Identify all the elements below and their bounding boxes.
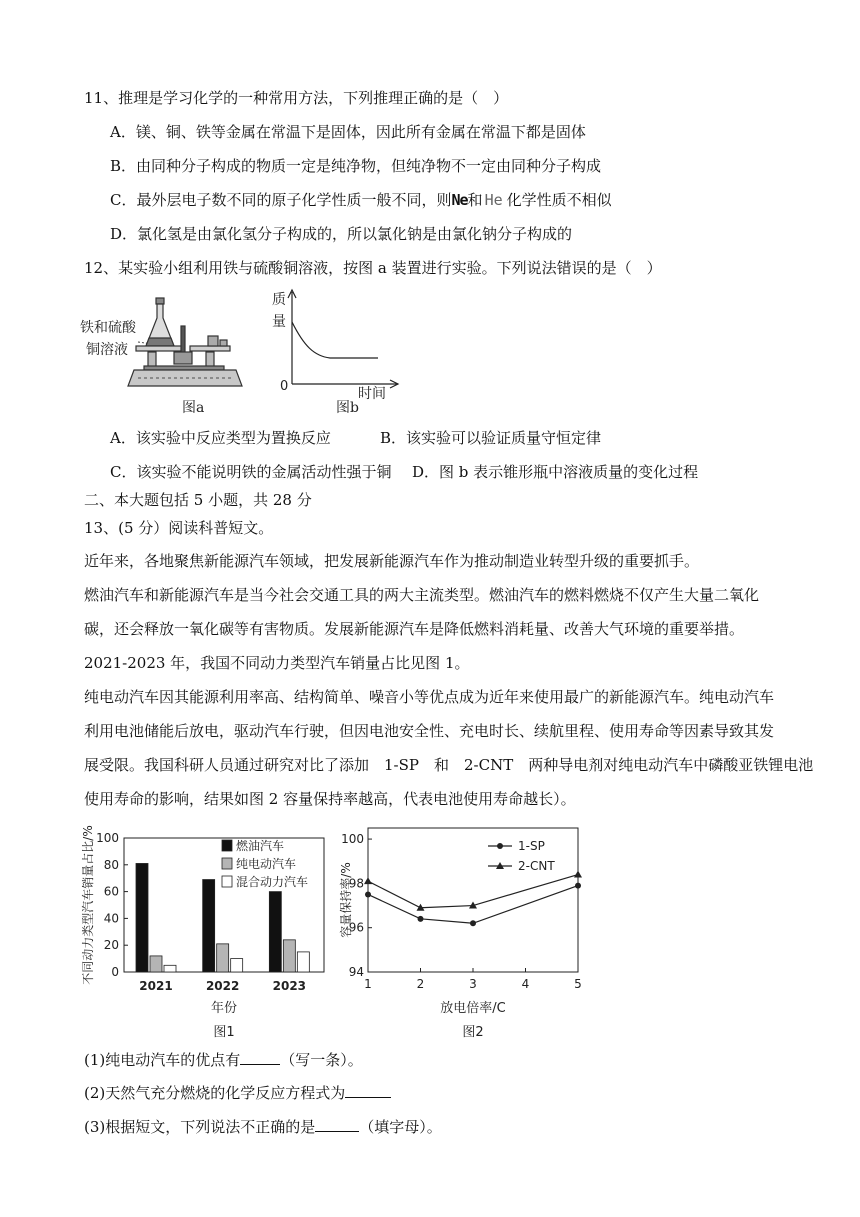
fig-a-label-line2: 铜溶液: [86, 342, 128, 358]
q13-sub-3-answer-blank[interactable]: [315, 1117, 359, 1132]
q13-sub-1-text: (1)纯电动汽车的优点有: [84, 1051, 241, 1069]
q11-option-c-text: C．最外层电子数不同的原子化学性质一般不同，则: [110, 191, 452, 209]
q13-paragraph-4-line-1: 纯电动汽车因其能源利用率高、结构简单、噪音小等优点成为近年来使用最广的新能源汽车。纯电动汽车: [84, 688, 775, 706]
fig1-bar: [217, 944, 229, 972]
fig1-bar: [150, 956, 162, 972]
fig1-y-tick-label: 80: [103, 857, 119, 872]
fig2-legend-marker: [497, 843, 503, 849]
fig2-x-tick-label: 4: [521, 977, 530, 991]
fig2-x-tick-label: 3: [469, 977, 477, 991]
fig-b-caption: 图b: [336, 400, 359, 416]
q13-sub-2-text: (2)天然气充分燃烧的化学反应方程式为: [84, 1084, 346, 1102]
fig2-caption: 图2: [462, 1025, 484, 1040]
fig1-bar: [203, 880, 215, 972]
fig2-point: [574, 871, 582, 878]
q11-option-c-and: 和: [467, 191, 483, 209]
balance-scale: [128, 326, 242, 386]
fig-b-curve: [292, 322, 378, 358]
fig1-bar: [164, 965, 176, 972]
fig1-y-axis-label: 不同动力类型汽车销量占比/%: [81, 825, 95, 985]
q13-sub-1: [84, 1050, 363, 1070]
fig2-point: [575, 883, 581, 889]
q11-stem: 11、推理是学习化学的一种常用方法，下列推理正确的是（ ）: [84, 89, 509, 107]
fig2-x-tick-label: 5: [574, 977, 582, 991]
fig1-y-tick-label: 0: [111, 965, 119, 979]
figure-1-bar-chart: [74, 814, 346, 1044]
q13-sub-1-tail: （写一条）。: [280, 1051, 363, 1069]
fig1-bar: [136, 863, 148, 972]
fig2-legend-label: 1-SP: [518, 839, 545, 853]
fig2-plot-frame: [368, 828, 578, 972]
figure-2-line-chart: [338, 818, 600, 1044]
fig2-x-tick-label: 2: [416, 977, 425, 991]
fig1-legend-swatch: [222, 876, 232, 887]
fig1-x-tick-label: 2022: [205, 979, 240, 993]
fig2-x-tick-label: 1: [364, 977, 372, 991]
fig-b-ylabel-1: 质: [272, 292, 286, 308]
fig1-y-tick-label: 40: [103, 911, 119, 926]
fig2-point: [418, 916, 424, 922]
fig1-bar: [283, 940, 295, 972]
fig1-x-tick-label: 2021: [139, 979, 173, 993]
q13-paragraph-4-line-4: 使用寿命的影响，结果如图 2 容量保持率越高，代表电池使用寿命越长）。: [84, 790, 576, 808]
fig2-y-tick-label: 94: [348, 965, 364, 979]
q13-sub-2: [84, 1083, 391, 1103]
fig-b-xlabel: 时间: [358, 386, 386, 402]
q13-sub-3: [84, 1117, 442, 1137]
fig2-y-axis-label: 容量保持率/%: [339, 862, 353, 938]
conical-flask: [146, 298, 174, 346]
fig1-y-tick-label: 20: [103, 938, 119, 953]
fig2-y-tick-label: 96: [348, 920, 364, 935]
fig1-y-tick-label: 60: [103, 884, 119, 899]
fig2-point: [364, 877, 372, 884]
q13-paragraph-3: 2021-2023 年，我国不同动力类型汽车销量占比见图 1。: [84, 654, 470, 672]
q13-paragraph-4-line-2: 利用电池储能后放电，驱动汽车行驶，但因电池安全性、充电时长、续航里程、使用寿命等因素导致其发: [84, 722, 775, 740]
figure-a-balance-diagram: [78, 286, 258, 418]
q13-sub-2-answer-blank[interactable]: [345, 1083, 391, 1098]
fig-b-origin: 0: [280, 379, 289, 394]
fig-b-ylabel-2: 量: [272, 314, 286, 330]
fig2-point: [470, 920, 476, 926]
fig2-x-axis-label: 放电倍率/C: [440, 1001, 506, 1016]
fig-a-caption: 图a: [182, 400, 205, 416]
ne-symbol: Ne: [451, 191, 468, 209]
fig1-legend-label: 燃油汽车: [236, 839, 285, 853]
q13-paragraph-4-line-3: 展受限。我国科研人员通过研究对比了添加 1-SP 和 2-CNT 两种导电剂对纯电动汽车中磷酸亚铁锂电池: [84, 756, 814, 774]
q13-stem: 13、(5 分）阅读科普短文。: [84, 519, 274, 537]
fig-a-label-line1: 铁和硫酸: [80, 320, 136, 336]
fig1-bar: [297, 952, 309, 972]
q13-sub-1-answer-blank[interactable]: [240, 1050, 280, 1065]
q11-option-b: B．由同种分子构成的物质一定是纯净物，但纯净物不一定由同种分子构成: [110, 157, 602, 175]
q12-option-c: C．该实验不能说明铁的金属活动性强于铜: [110, 463, 392, 481]
fig1-x-axis-label: 年份: [210, 1001, 238, 1016]
fig2-y-tick-label: 100: [341, 832, 364, 847]
q13-paragraph-2-line-1: 燃油汽车和新能源汽车是当今社会交通工具的两大主流类型。燃油汽车的燃料燃烧不仅产生大量二氧化: [84, 586, 760, 604]
q13-sub-3-tail: （填字母）。: [359, 1118, 442, 1136]
fig2-legend-label: 2-CNT: [518, 859, 555, 873]
fig2-y-tick-label: 98: [348, 876, 364, 891]
fig1-x-tick-label: 2023: [272, 979, 307, 993]
fig1-bar: [231, 959, 243, 972]
q12-option-d: D．图 b 表示锥形瓶中溶液质量的变化过程: [412, 463, 699, 481]
q13-paragraph-1: 近年来，各地聚焦新能源汽车领域，把发展新能源汽车作为推动制造业转型升级的重要抓手。: [84, 552, 700, 570]
q13-sub-3-text: (3)根据短文，下列说法不正确的是: [84, 1118, 316, 1136]
fig1-legend-label: 混合动力汽车: [236, 875, 309, 889]
fig1-y-tick-label: 100: [96, 831, 119, 845]
q12-option-b: B．该实验可以验证质量守恒定律: [380, 429, 602, 447]
fig1-legend-label: 纯电动汽车: [236, 857, 297, 871]
section-heading: 二、本大题包括 5 小题，共 28 分: [84, 491, 312, 509]
q11-option-c-tail: 化学性质不相似: [506, 191, 612, 209]
figure-b-mass-time-graph: [262, 286, 412, 418]
q11-option-c: [110, 190, 612, 210]
q11-option-d: D．氯化氢是由氯化氢分子构成的，所以氯化钠是由氯化钠分子构成的: [110, 225, 573, 243]
fig1-bar: [269, 892, 281, 972]
q11-option-a: A．镁、铜、铁等金属在常温下是固体，因此所有金属在常温下都是固体: [110, 123, 586, 141]
fig1-caption: 图1: [213, 1025, 235, 1040]
q12-option-a: A．该实验中反应类型为置换反应: [110, 429, 331, 447]
fig2-point: [365, 891, 371, 897]
q13-paragraph-2-line-2: 碳，还会释放一氧化碳等有害物质。发展新能源汽车是降低燃料消耗量、改善大气环境的重要举措。: [84, 620, 745, 638]
fig1-legend-swatch: [222, 840, 232, 851]
fig1-legend-swatch: [222, 858, 232, 869]
q12-stem: 12、某实验小组利用铁与硫酸铜溶液，按图 a 装置进行实验。下列说法错误的是（ ）: [84, 259, 662, 277]
he-symbol: He: [484, 191, 503, 209]
